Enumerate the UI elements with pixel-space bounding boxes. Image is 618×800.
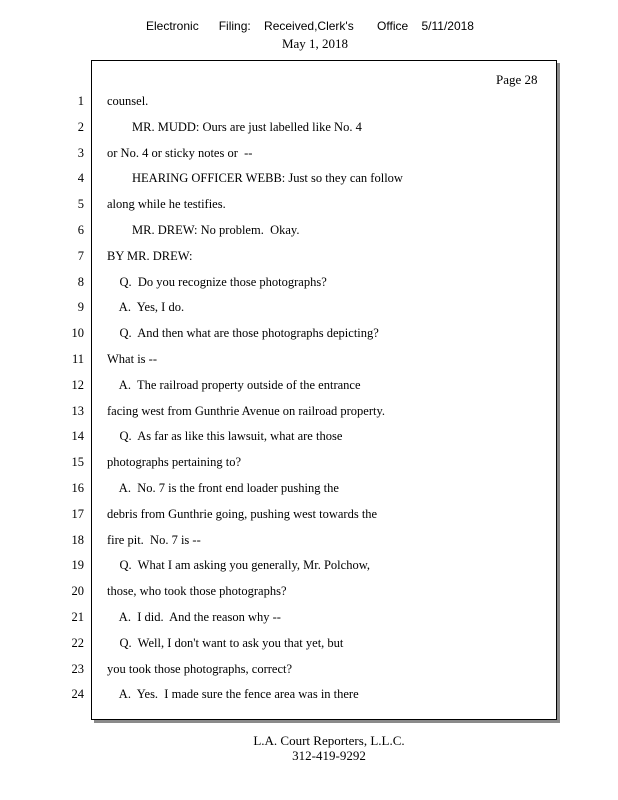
court-reporter-company: L.A. Court Reporters, L.L.C. [253,733,405,748]
line-number: 7 [77,249,84,263]
transcript-line: MR. MUDD: Ours are just labelled like No. 4 [107,120,362,134]
transcript-line: debris from Gunthrie going, pushing west towards the [107,507,378,521]
transcript-line: or No. 4 or sticky notes or -- [107,146,253,160]
line-number: 20 [71,584,84,598]
line-number: 19 [71,558,84,572]
line-number: 17 [71,507,84,521]
transcript-line: A. Yes, I do. [107,300,185,314]
line-number: 6 [77,223,84,237]
line-number: 13 [71,404,84,418]
transcript-line: A. Yes. I made sure the fence area was in there [107,687,359,701]
line-number: 23 [71,662,84,676]
line-number: 22 [71,636,84,650]
line-number: 5 [77,197,84,211]
court-reporter-phone: 312-419-9292 [292,748,366,763]
transcript-line: along while he testifies. [107,197,226,211]
page-number: Page 28 [496,72,538,87]
transcript-line: What is -- [107,352,157,366]
transcript-line: Q. And then what are those photographs depicting? [107,326,379,340]
transcript-line: HEARING OFFICER WEBB: Just so they can follow [107,171,403,185]
transcript-line: Q. Do you recognize those photographs? [107,275,327,289]
transcript-line: fire pit. No. 7 is -- [107,533,201,547]
line-number: 15 [71,455,84,469]
transcript-line: those, who took those photographs? [107,584,287,598]
line-number: 10 [71,326,84,340]
line-number: 14 [71,429,84,443]
line-number: 3 [77,146,84,160]
line-number: 18 [71,533,84,547]
transcript-line: Q. What I am asking you generally, Mr. Polchow, [107,558,371,572]
transcript-line: A. I did. And the reason why -- [107,610,281,624]
transcript-line: Q. Well, I don't want to ask you that yet, but [107,636,344,650]
line-number: 1 [77,94,84,108]
line-number: 9 [77,300,84,314]
transcript-line: MR. DREW: No problem. Okay. [107,223,300,237]
line-number: 2 [77,120,84,134]
line-number: 11 [71,352,84,366]
transcript-line: counsel. [107,94,149,108]
transcript-line: A. The railroad property outside of the entrance [107,378,361,392]
line-number: 8 [77,275,84,289]
transcript-line: you took those photographs, correct? [107,662,293,676]
transcript-line: A. No. 7 is the front end loader pushing the [107,481,339,495]
transcript-line: BY MR. DREW: [107,249,193,263]
transcript-line: Q. As far as like this lawsuit, what are those [107,429,343,443]
line-number: 24 [71,687,84,701]
hearing-date: May 1, 2018 [281,36,349,51]
line-number: 12 [71,378,84,392]
line-number: 21 [71,610,84,624]
line-number: 16 [71,481,84,495]
line-number: 4 [77,171,84,185]
filing-stamp: Electronic Filing: Received,Clerk's Office 5/11/2018 [146,19,474,33]
transcript-line: photographs pertaining to? [107,455,241,469]
transcript-line: facing west from Gunthrie Avenue on railroad property. [107,404,386,418]
